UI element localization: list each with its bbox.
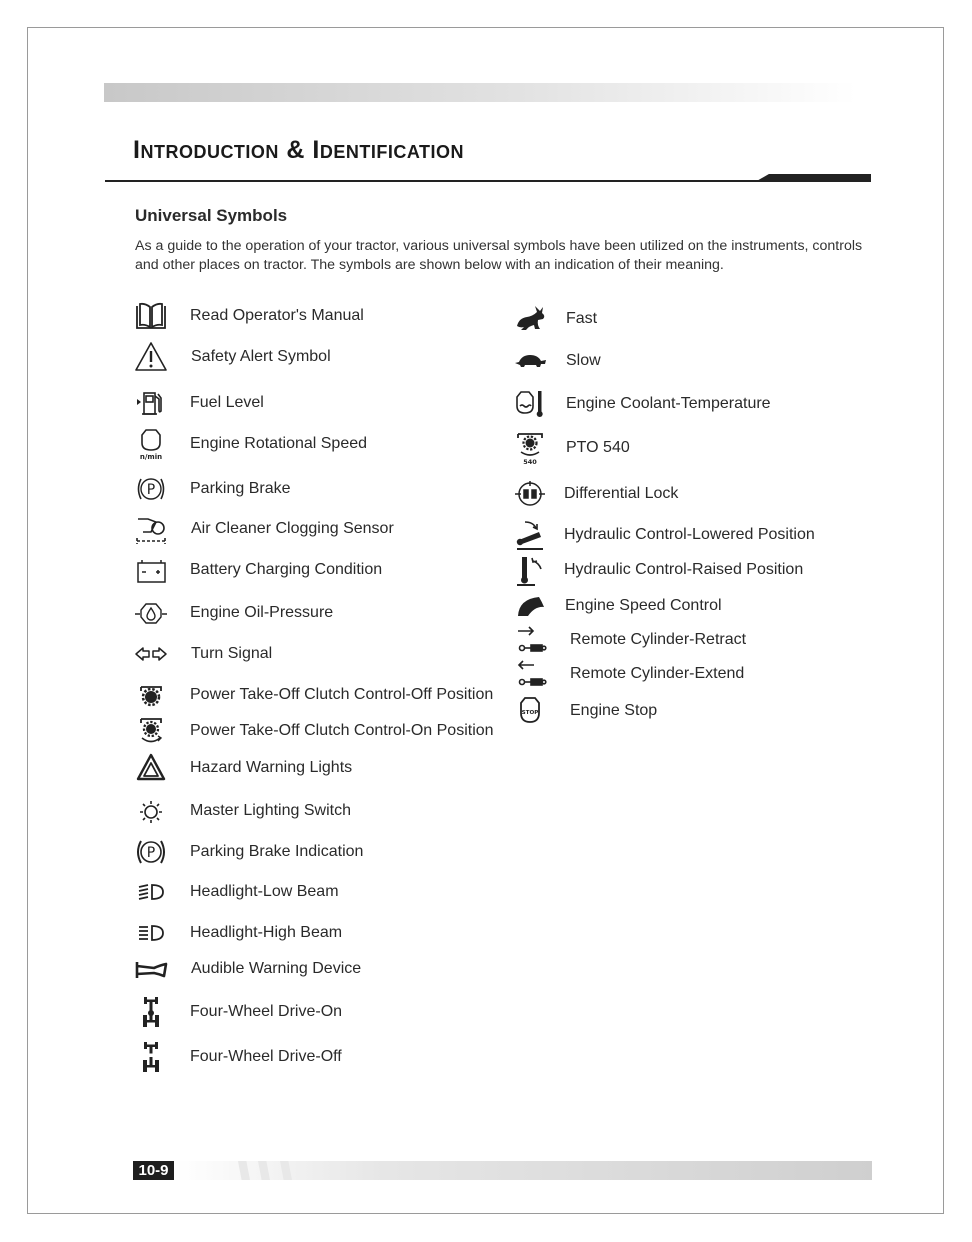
icon-text: n/min: [139, 453, 163, 461]
symbol-row: [133, 1037, 342, 1077]
symbol-row: [512, 384, 771, 424]
cylinder-retract-icon: [512, 622, 548, 658]
hazard-icon: [133, 750, 169, 786]
symbol-row: [133, 675, 494, 715]
symbol-label: Hydraulic Control-Raised Position: [564, 561, 804, 578]
low-beam-icon: [133, 874, 169, 910]
symbol-row: [133, 711, 494, 751]
symbol-label: Differential Lock: [564, 485, 679, 502]
engine-speed-control-icon: [512, 588, 548, 624]
symbol-label: Parking Brake: [190, 480, 291, 497]
symbol-label: Engine Oil-Pressure: [190, 604, 334, 621]
hydraulic-raised-icon: [512, 552, 548, 588]
symbol-row: [512, 550, 804, 590]
symbol-label: Power Take-Off Clutch Control-Off Position: [190, 686, 494, 703]
symbol-row: [512, 515, 815, 555]
symbol-row: [133, 634, 273, 674]
symbol-row: [133, 593, 334, 633]
symbol-row: [133, 509, 394, 549]
high-beam-icon: [133, 915, 169, 951]
coolant-temperature-icon: [512, 386, 548, 422]
icon-text: STOP: [521, 710, 539, 716]
symbol-row: [133, 469, 291, 509]
4wd-off-icon: [133, 1039, 169, 1075]
symbol-label: Safety Alert Symbol: [191, 348, 331, 365]
symbol-label: Audible Warning Device: [191, 960, 362, 977]
symbol-label: Master Lighting Switch: [190, 802, 351, 819]
symbol-row: [512, 428, 630, 468]
symbol-label: Four-Wheel Drive-On: [190, 1003, 343, 1020]
icon-text: 540: [523, 458, 537, 465]
differential-lock-icon: [512, 476, 548, 512]
symbol-row: [133, 337, 331, 377]
symbol-label: Power Take-Off Clutch Control-On Position: [190, 722, 494, 739]
air-cleaner-icon: [133, 511, 169, 547]
symbol-row: [133, 832, 364, 872]
rabbit-icon: [512, 301, 548, 337]
symbol-label: PTO 540: [566, 439, 630, 456]
symbol-row: [133, 913, 343, 953]
title-divider-accent: [755, 174, 871, 182]
symbol-row: [512, 299, 598, 339]
symbol-label: Headlight-High Beam: [190, 924, 343, 941]
symbol-label: Fast: [566, 310, 598, 327]
symbol-row: [512, 474, 679, 514]
section-title: Universal Symbols: [135, 206, 288, 225]
turn-signal-icon: [133, 636, 169, 672]
symbol-label: Engine Stop: [570, 702, 658, 719]
symbol-row: [512, 341, 601, 381]
warning-triangle-icon: [133, 339, 169, 375]
symbol-label: Engine Rotational Speed: [190, 435, 368, 452]
battery-icon: [133, 552, 169, 588]
book-icon: [133, 298, 169, 334]
light-icon: [133, 793, 169, 829]
icon-text: P: [146, 845, 156, 861]
pto-on-icon: [133, 713, 169, 749]
symbol-row: [133, 748, 353, 788]
engine-speed-icon: [133, 426, 169, 462]
page-title: Introduction & Identification: [133, 136, 464, 164]
symbol-label: Headlight-Low Beam: [190, 883, 339, 900]
pto-540-icon: [512, 430, 548, 466]
symbol-label: Hydraulic Control-Lowered Position: [564, 526, 815, 543]
parking-brake-icon: [133, 471, 169, 507]
symbol-label: Remote Cylinder-Extend: [570, 665, 745, 682]
symbol-row: [512, 691, 658, 731]
symbol-label: Turn Signal: [191, 645, 273, 662]
symbol-row: [133, 949, 362, 989]
symbol-label: Remote Cylinder-Retract: [570, 631, 747, 648]
pto-off-icon: [133, 677, 169, 713]
header-decorative-bar: [104, 83, 856, 102]
symbol-label: Read Operator's Manual: [190, 307, 364, 324]
symbol-label: Air Cleaner Clogging Sensor: [191, 520, 394, 537]
fuel-pump-icon: [133, 385, 169, 421]
symbol-label: Fuel Level: [190, 394, 264, 411]
symbol-row: [133, 872, 339, 912]
icon-text: P: [146, 482, 156, 498]
cylinder-extend-icon: [512, 656, 548, 692]
symbol-label: Parking Brake Indication: [190, 843, 364, 860]
symbol-row: [133, 791, 351, 831]
symbol-row: [133, 383, 264, 423]
horn-icon: [133, 951, 169, 987]
symbol-label: Engine Speed Control: [565, 597, 722, 614]
turtle-icon: [512, 343, 548, 379]
intro-paragraph: As a guide to the operation of your tractor, various universal symbols have been utilized on the instruments, controls and other places on tractor. The symbols are shown below with an indication of their meaning.: [135, 238, 863, 273]
symbol-label: Hazard Warning Lights: [190, 759, 353, 776]
symbol-label: Battery Charging Condition: [190, 561, 383, 578]
symbol-label: Engine Coolant-Temperature: [566, 395, 771, 412]
symbol-label: Slow: [566, 352, 601, 369]
footer-decorative-bar: [176, 1161, 872, 1180]
oil-pressure-icon: [133, 595, 169, 631]
parking-brake-indication-icon: [133, 834, 169, 870]
symbol-row: [133, 550, 383, 590]
symbol-row: [133, 424, 368, 464]
page-number: 10-9: [133, 1161, 174, 1180]
4wd-on-icon: [133, 994, 169, 1030]
engine-stop-icon: [512, 693, 548, 729]
symbol-label: Four-Wheel Drive-Off: [190, 1048, 342, 1065]
symbol-row: [512, 654, 745, 694]
hydraulic-lowered-icon: [512, 517, 548, 553]
symbol-row: [133, 296, 364, 336]
symbol-row: [133, 992, 343, 1032]
